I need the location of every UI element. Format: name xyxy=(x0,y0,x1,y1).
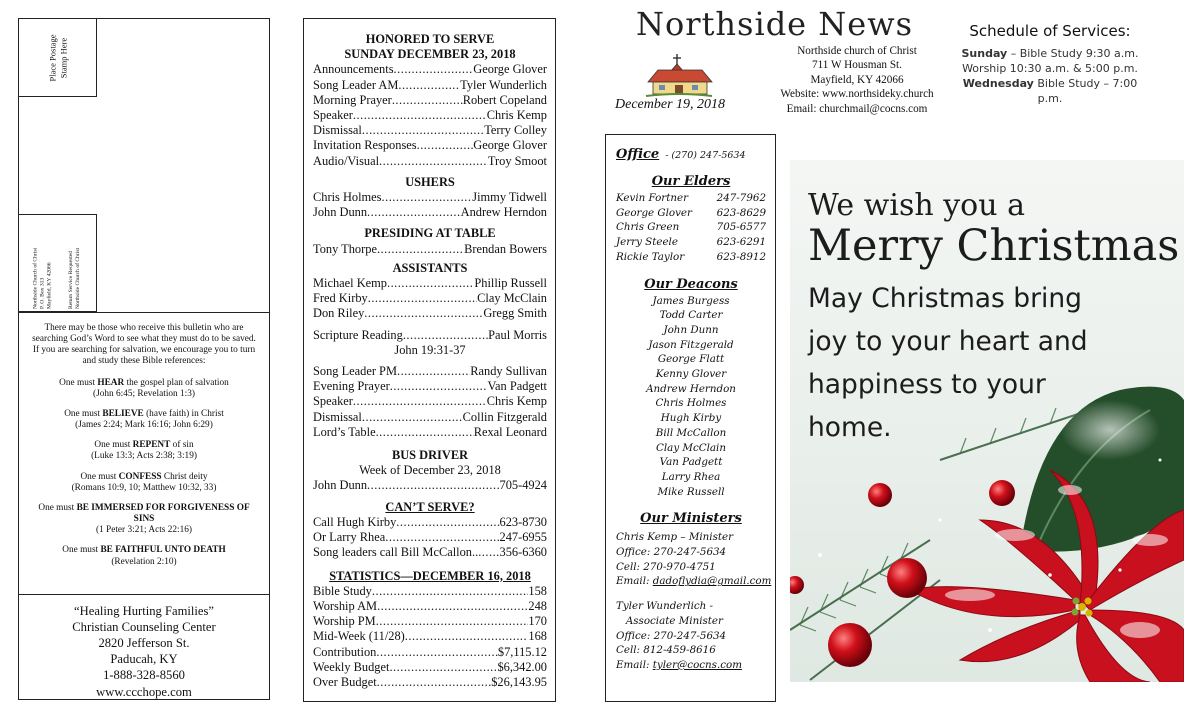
church-building-icon xyxy=(644,52,714,103)
salvation-step xyxy=(31,409,257,431)
christmas-greeting-image xyxy=(790,160,1184,682)
duty-row xyxy=(313,394,547,409)
duty-role: Call Hugh Kirby xyxy=(313,514,397,529)
staff-panel xyxy=(605,134,776,702)
duty-name: Jimmy Tidwell xyxy=(472,190,547,205)
duty-name: 623-8730 xyxy=(499,514,547,529)
duty-role: Don Riley xyxy=(313,306,365,321)
duty-row xyxy=(313,599,547,614)
duty-row xyxy=(313,154,547,169)
address-line: Mayfield, KY 42066 xyxy=(810,73,904,86)
duty-row xyxy=(313,306,547,321)
duty-row: John Dunn ..... 705-4924 xyxy=(313,478,547,493)
bus-heading: BUS DRIVER xyxy=(391,448,469,463)
salvation-step-text: One must BE FAITHFUL UNTO DEATH xyxy=(62,545,226,556)
duty-row xyxy=(313,584,547,599)
duty-role: Song leaders call Bill McCallon.. xyxy=(313,545,479,560)
duty-role: Over Budget xyxy=(313,674,377,689)
duty-row xyxy=(313,190,547,205)
salvation-step xyxy=(31,440,257,462)
salvation-step-keyword: REPENT xyxy=(132,440,171,451)
duty-role: Tony Thorpe xyxy=(313,241,377,256)
elder-name: George Glover xyxy=(616,206,692,219)
sunday-times: – Bible Study 9:30 a.m. xyxy=(1007,47,1139,60)
duty-role: Worship PM xyxy=(313,614,376,629)
deacon-name: Clay McClain xyxy=(656,441,726,454)
elder-row xyxy=(616,235,766,250)
duty-role: Evening Prayer xyxy=(313,379,390,394)
duty-name: Clay McClain xyxy=(477,291,547,306)
duty-name: 170 xyxy=(528,614,547,629)
duty-role: Weekly Budget xyxy=(313,659,390,674)
counseling-center xyxy=(19,594,269,699)
stamp-text-line: Place Postage xyxy=(47,34,58,82)
duty-row xyxy=(313,530,547,545)
mailing-panel xyxy=(18,18,270,700)
deacon-name: James Burgess xyxy=(652,294,730,307)
sunday-label: Sunday xyxy=(961,47,1008,60)
duty-name: Gregg Smith xyxy=(483,306,547,321)
salvation-step-reference: (Luke 13:3; Acts 2:38; 3:19) xyxy=(91,451,197,462)
wednesday-times: Bible Study – 7:00 p.m. xyxy=(1033,77,1138,105)
deacon-name: Hugh Kirby xyxy=(660,412,722,425)
salvation-step-text: One must BE IMMERSED FOR FORGIVENESS OF SINS xyxy=(38,502,250,525)
return-address-box xyxy=(19,214,97,312)
wednesday-label: Wednesday xyxy=(962,77,1034,90)
deacon-name: Van Padgett xyxy=(659,456,723,469)
salvation-step-keyword: BE IMMERSED FOR FORGIVENESS OF SINS xyxy=(76,502,250,525)
duty-name: Rexal Leonard xyxy=(473,424,547,439)
assistants-heading: ASSISTANTS xyxy=(392,260,468,275)
table-heading: PRESIDING AT TABLE xyxy=(364,226,496,241)
counseling-line: Paducah, KY xyxy=(110,652,178,667)
elder-row xyxy=(616,191,766,206)
elder-phone: 247-7962 xyxy=(716,192,766,204)
duty-role: Or Larry Rhea xyxy=(313,530,386,545)
duty-row xyxy=(313,410,547,425)
minister-email-link[interactable]: dadoflydia@gmail.com xyxy=(652,575,772,588)
salvation-step-reference: (John 6:45; Revelation 1:3) xyxy=(93,388,195,399)
elder-phone: 623-8629 xyxy=(716,206,766,219)
duty-name: 168 xyxy=(528,629,547,644)
duties-list xyxy=(313,62,547,168)
salvation-step-keyword: HEAR xyxy=(97,377,125,388)
deacons-heading: Our Deacons xyxy=(644,276,738,292)
greeting-line: happiness to your xyxy=(808,369,1046,400)
counseling-line: 2820 Jefferson St. xyxy=(98,636,190,651)
deacon-name: Chris Holmes xyxy=(655,397,727,410)
duty-role: Announcements xyxy=(313,62,394,77)
duty-role: Fred Kirby xyxy=(313,291,368,306)
salvation-step-text: One must REPENT of sin xyxy=(94,440,194,451)
duty-row xyxy=(313,379,547,394)
minister-line: Office: 270-247-5634 xyxy=(616,546,727,559)
ushers-list xyxy=(313,190,547,220)
duty-role: Bible Study xyxy=(313,583,372,598)
duty-name: Robert Copeland xyxy=(462,92,547,107)
duty-role: John Dunn xyxy=(313,205,368,220)
duty-name: George Glover xyxy=(473,62,547,77)
duty-role: Invitation Responses xyxy=(313,138,417,153)
duty-role: Morning Prayer xyxy=(313,92,392,107)
duty-row xyxy=(313,545,547,560)
greeting-line: home. xyxy=(808,412,892,443)
salvation-step-reference: (1 Peter 3:21; Acts 22:16) xyxy=(95,525,193,536)
return-address-line: P. O. Box 313 xyxy=(39,277,46,309)
elder-name: Jerry Steele xyxy=(616,236,678,249)
scripture-reference: John 19:31-37 xyxy=(394,342,466,357)
church-address xyxy=(772,44,942,116)
website-line[interactable]: Website: www.northsideky.church xyxy=(780,88,934,101)
elder-name: Kevin Fortner xyxy=(616,192,689,204)
minister-block xyxy=(616,530,775,589)
duty-row xyxy=(313,614,547,629)
duty-row xyxy=(313,242,547,257)
duty-role: Contribution xyxy=(313,644,377,659)
salvation-step xyxy=(31,472,257,494)
duty-name: Phillip Russell xyxy=(474,276,547,291)
return-address-line: Mayfield, KY 42066 xyxy=(46,262,53,309)
counseling-website[interactable]: www.ccchope.com xyxy=(96,684,192,699)
greeting-line: We wish you a xyxy=(808,188,1025,223)
schedule-title: Schedule of Services: xyxy=(969,22,1131,40)
duty-role: Dismissal xyxy=(313,409,362,424)
duty-name: Collin Fitzgerald xyxy=(462,409,547,424)
duty-name: Andrew Herndon xyxy=(460,205,547,220)
postage-stamp-box xyxy=(19,19,97,97)
duty-name: 356-6360 xyxy=(499,545,547,560)
deacon-name: Andrew Herndon xyxy=(646,382,736,395)
ministers-heading: Our Ministers xyxy=(640,511,742,527)
duty-row xyxy=(313,515,547,530)
email-line[interactable]: Email: churchmail@cocns.com xyxy=(786,102,928,115)
duty-row xyxy=(313,425,547,440)
salvation-step-reference: (James 2:24; Mark 16:16; John 6:29) xyxy=(75,420,213,431)
duty-name: $7,115.12 xyxy=(497,644,547,659)
worship-times: Worship 10:30 a.m. & 5:00 p.m. xyxy=(962,62,1138,75)
salvation-step-reference: (Revelation 2:10) xyxy=(111,556,177,567)
minister-block xyxy=(616,599,775,673)
return-service-line: Return Service Requested xyxy=(68,250,75,309)
minister-email-line: Email: tyler@cocns.com xyxy=(616,658,742,671)
cant-serve-heading: CAN’T SERVE? xyxy=(385,499,475,514)
assistants-list xyxy=(313,276,547,322)
salvation-step-reference: (Romans 10:9, 10; Matthew 10:32, 33) xyxy=(71,482,217,493)
counseling-line: Christian Counseling Center xyxy=(72,620,216,635)
duty-role: Speaker xyxy=(313,108,353,123)
minister-line: Associate Minister xyxy=(616,614,723,627)
duty-role: Lord’s Table xyxy=(313,424,376,439)
stamp-text-line: Stamp Here xyxy=(58,37,68,79)
duty-row xyxy=(313,78,547,93)
table-list xyxy=(313,242,547,257)
minister-line: Tyler Wunderlich - xyxy=(616,600,714,613)
ministers-list xyxy=(616,530,775,672)
minister-line: Cell: 270-970-4751 xyxy=(616,560,716,573)
duty-name: Van Padgett xyxy=(487,379,547,394)
elders-heading: Our Elders xyxy=(651,174,731,189)
duty-role: Mid-Week (11/28) xyxy=(313,629,405,644)
deacon-name: Bill McCallon xyxy=(655,426,727,439)
salvation-step-keyword: CONFESS xyxy=(118,471,162,482)
serve-date: SUNDAY DECEMBER 23, 2018 xyxy=(344,47,516,62)
salvation-intro: There may be those who receive this bulletin who are searching God’s Word to see what they must do to be saved. If you are searching for salvation, we encourage you to turn and study these Bible references: xyxy=(32,323,256,367)
salvation-step xyxy=(31,503,257,536)
duty-role: Speaker xyxy=(313,394,353,409)
salvation-step xyxy=(31,545,257,567)
duty-role: Worship AM xyxy=(313,598,378,613)
elder-name: Rickie Taylor xyxy=(616,250,685,263)
deacon-name: George Flatt xyxy=(657,353,725,366)
minister-line: Office: 270-247-5634 xyxy=(616,629,727,642)
issue-date: December 19, 2018 xyxy=(615,97,726,112)
duty-row xyxy=(313,629,547,644)
deacon-name: Kenny Glover xyxy=(655,368,727,381)
duty-row xyxy=(313,364,547,379)
duty-row xyxy=(313,675,547,690)
duty-name: Chris Kemp xyxy=(486,394,547,409)
duty-role: Dismissal xyxy=(313,123,362,138)
duty-row xyxy=(313,276,547,291)
duty-row xyxy=(313,645,547,660)
address-line: 711 W Housman St. xyxy=(812,59,902,72)
minister-email-link[interactable]: tyler@cocns.com xyxy=(652,658,742,671)
duty-name: 158 xyxy=(528,583,547,598)
deacon-name: John Dunn xyxy=(663,323,719,336)
duty-role: Audio/Visual xyxy=(313,153,380,168)
cant-serve-list xyxy=(313,515,547,561)
duty-name: Chris Kemp xyxy=(486,108,547,123)
elder-row xyxy=(616,220,766,235)
salvation-step-text: One must CONFESS Christ deity xyxy=(80,471,208,482)
greeting-message xyxy=(808,188,1179,449)
elder-phone: 705-6577 xyxy=(716,221,766,234)
duty-row xyxy=(313,205,547,220)
elder-name: Chris Green xyxy=(616,221,680,234)
duty-name: Randy Sullivan xyxy=(470,364,547,379)
salvation-step-text: One must HEAR the gospel plan of salvation xyxy=(59,377,229,388)
deacons-list xyxy=(616,294,766,500)
statistics-list xyxy=(313,584,547,690)
elder-phone: 623-6291 xyxy=(716,236,766,249)
duty-row: Scripture Reading ..... Paul Morris xyxy=(313,328,547,343)
serve-title: HONORED TO SERVE xyxy=(365,32,495,46)
office-phone: - (270) 247-5634 xyxy=(665,150,746,161)
office-heading: Office xyxy=(616,147,660,162)
ushers-heading: USHERS xyxy=(405,174,455,189)
elders-list xyxy=(616,191,775,265)
honored-to-serve-panel xyxy=(303,18,556,702)
salvation-plan xyxy=(19,312,269,594)
deacon-name: Todd Carter xyxy=(659,309,723,322)
duty-name: $6,342.00 xyxy=(497,659,547,674)
deacon-name: Larry Rhea xyxy=(661,470,721,483)
salvation-step-keyword: BELIEVE xyxy=(102,408,144,419)
salvation-steps xyxy=(31,378,257,568)
duty-role: Michael Kemp xyxy=(313,276,387,291)
duty-name: $26,143.95 xyxy=(491,674,547,689)
minister-line: Cell: 812-459-8616 xyxy=(616,644,716,657)
duty-name: Terry Colley xyxy=(484,123,547,138)
salvation-step-keyword: BE FAITHFUL UNTO DEATH xyxy=(100,545,226,556)
duty-name: Brendan Bowers xyxy=(464,241,547,256)
bus-week: Week of December 23, 2018 xyxy=(359,463,501,478)
duty-role: Chris Holmes xyxy=(313,190,382,205)
minister-email-line: Email: dadoflydia@gmail.com xyxy=(616,575,772,588)
elder-row xyxy=(616,206,766,221)
greeting-headline: Merry Christmas xyxy=(808,221,1180,271)
counseling-line: 1-888-328-8560 xyxy=(103,668,185,683)
deacon-name: Jason Fitzgerald xyxy=(648,338,734,351)
duty-name: George Glover xyxy=(473,138,547,153)
elder-phone: 623-8912 xyxy=(716,250,766,263)
evening-list xyxy=(313,364,547,440)
duty-row xyxy=(313,108,547,123)
greeting-line: May Christmas bring xyxy=(808,283,1082,314)
return-address-line: Northside Church of Christ xyxy=(32,247,39,309)
duty-name: 247-6955 xyxy=(499,530,547,545)
duty-role: Song Leader AM xyxy=(313,77,399,92)
duty-name: Troy Smoot xyxy=(487,153,547,168)
statistics-heading: STATISTICS—DECEMBER 16, 2018 xyxy=(329,568,531,583)
duty-row xyxy=(313,93,547,108)
greeting-line: joy to your heart and xyxy=(808,326,1088,357)
address-line: Northside church of Christ xyxy=(797,45,917,57)
return-service-line: Northside Church of Christ xyxy=(75,247,81,309)
counseling-line: “Healing Hurting Families” xyxy=(74,604,214,618)
duty-name: Tyler Wunderlich xyxy=(460,77,547,92)
duty-row xyxy=(313,291,547,306)
salvation-step-text: One must BELIEVE (have faith) in Christ xyxy=(64,408,224,419)
duty-row xyxy=(313,660,547,675)
salvation-step xyxy=(31,378,257,400)
duty-row xyxy=(313,138,547,153)
duty-name: 248 xyxy=(528,598,547,613)
deacon-name: Mike Russell xyxy=(657,485,725,498)
duty-row xyxy=(313,62,547,77)
duty-role: Song Leader PM xyxy=(313,364,397,379)
schedule-of-services xyxy=(950,22,1150,106)
newsletter-title: Northside News xyxy=(636,5,914,43)
elder-row xyxy=(616,250,766,265)
minister-line: Chris Kemp – Minister xyxy=(616,531,734,544)
duty-row xyxy=(313,123,547,138)
